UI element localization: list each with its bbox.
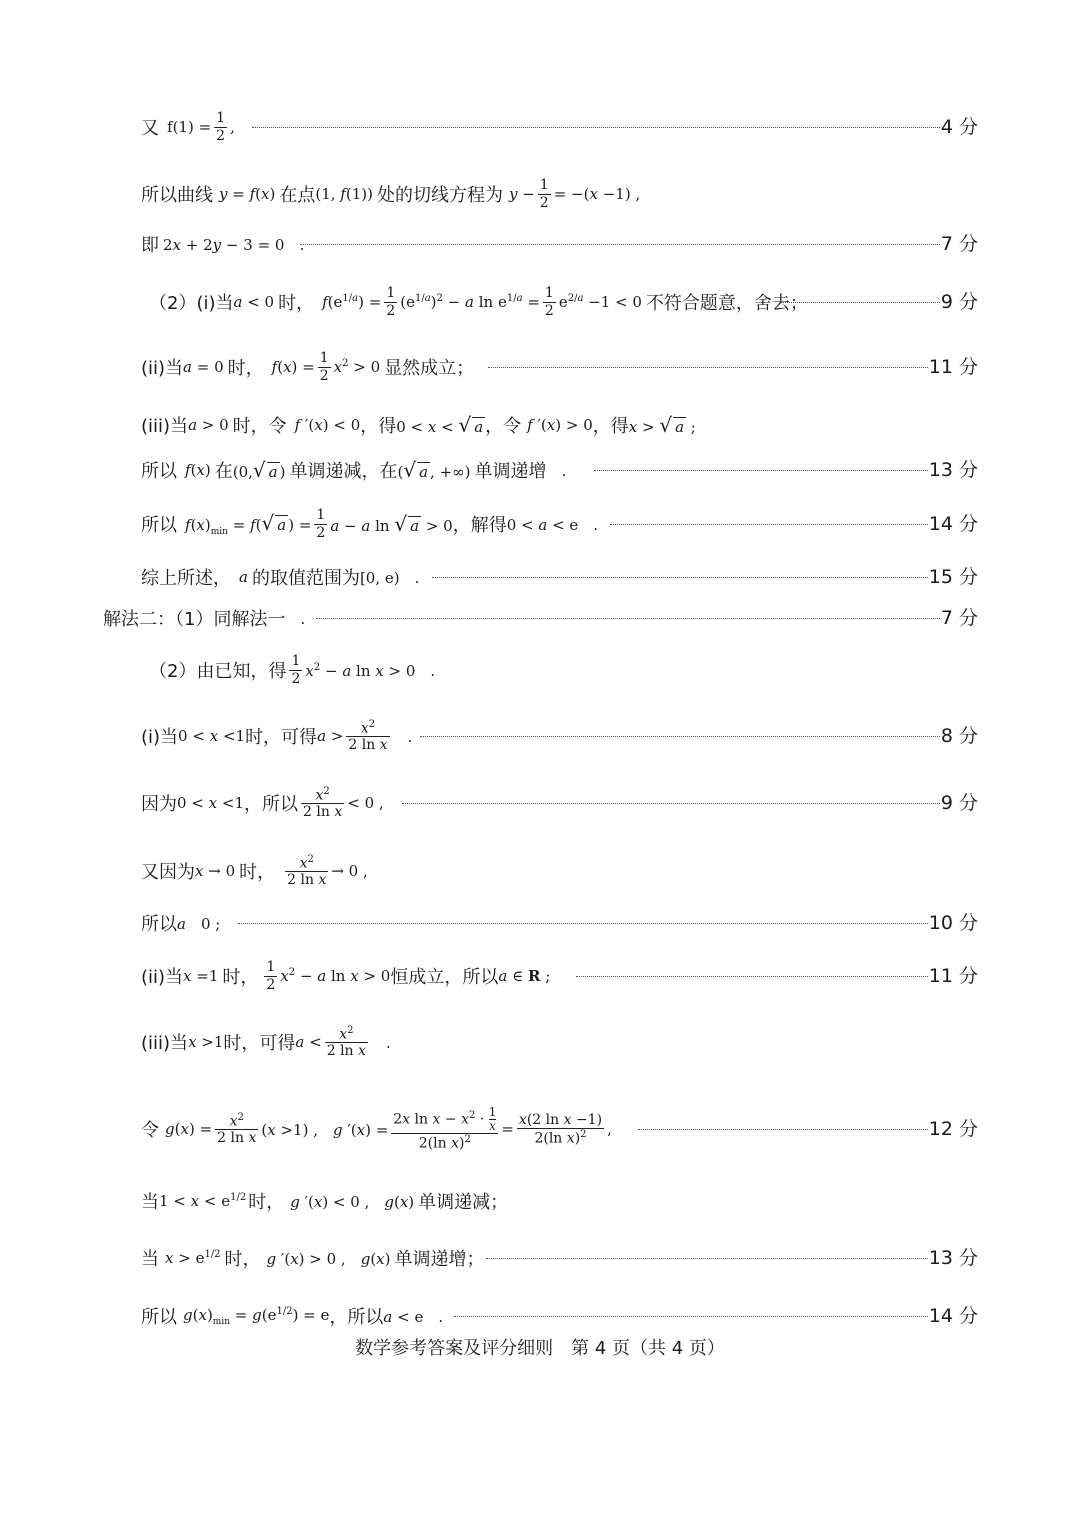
text: 所以曲线 [141, 185, 213, 206]
text: 恒成立，所以 [390, 967, 499, 988]
text: 当 [141, 1192, 159, 1213]
fraction: $\frac{1}{2}$ [319, 350, 329, 384]
step-2ii: (ii)当 a = 0 时， f(x) = $\frac{1}{2}$ $x^2 > 0$ 显然成立； 11 分 [0, 347, 1080, 387]
score: 4 分 [940, 116, 978, 138]
step-b-min: 所以 $g(x)_{min} = g(e^{1/2}) = e$ ，所以 a < e . 14 分 [0, 1296, 1080, 1336]
score: 9 分 [940, 291, 978, 313]
text: 所以 [141, 1307, 177, 1328]
text: 即 [141, 235, 159, 256]
text: (iii)当 [141, 1033, 189, 1054]
step-b-i: (i)当 0 < x <1 时，可得 a > $\frac{x^2}{\text{2 ln x}}$ . 8 分 [0, 716, 1080, 756]
step-monotone: 所以 f(x) 在 (0,√ a ) 单调递减，在 (√ a , +∞) 单调递增 . 13 分 [0, 450, 1080, 490]
text-you: 又 [141, 118, 159, 139]
text: （2）(i)当 [149, 293, 234, 314]
step-tangent: 所以曲线 y = f(x) 在点 (1, f(1)) 处的切线方程为 y − $\frac{1}{2}$ = −(x −1) , [141, 177, 641, 211]
text: （2）由已知，得 [149, 661, 287, 682]
step-conclusion: 综上所述， a 的取值范围为 [0, e) . 15 分 [0, 557, 1080, 597]
score: 9 分 [940, 792, 978, 814]
dotted-leader [638, 1129, 928, 1130]
text: 又因为 [141, 862, 195, 883]
text: ，解得 [452, 515, 507, 536]
step-2i: （2）(i)当 a < 0 时， $f(e^{1/a})$ = $\frac{1}{2}$ $(e^{1/a})^2 - a$ $\ln e^{1/a}$ = $\frac{1}{2}$ $e^{2/a} -1 < 0$ 不符合题意，舍去； 9 分 [0, 282, 1080, 322]
text: 不符合题意，舍去； [645, 293, 808, 314]
text: 时，可得 [223, 1033, 296, 1054]
score: 7 分 [940, 233, 978, 255]
dotted-leader [488, 367, 928, 368]
dotted-leader [594, 470, 928, 471]
text: ，得 [592, 416, 629, 437]
score: 10 分 [928, 912, 978, 934]
text: 时， [248, 1192, 285, 1213]
text: 时，令 [232, 416, 287, 437]
text: ，得 [360, 416, 397, 437]
dotted-leader [252, 127, 940, 128]
dotted-leader [610, 524, 928, 525]
method-two: 解法二：（1）同解法一 . 7 分 [0, 598, 1080, 638]
step-b-limit: 又因为 x → 0 时， $\frac{x^2}{\text{2 ln x}}$ → 0 , [141, 853, 368, 889]
dotted-leader [432, 577, 928, 578]
text: ，所以 [244, 794, 299, 815]
step-b-iii: (iii)当 x >1 时，可得 a < $\frac{x^2}{\text{2 ln x}}$ . [141, 1024, 391, 1060]
score: 15 分 [928, 566, 978, 588]
text: (ii)当 [141, 358, 184, 379]
fraction: $\frac{x^2}{\text{2 ln x}}$ [217, 1111, 257, 1147]
text: 时， [227, 358, 264, 379]
text: ，令 [485, 416, 522, 437]
dotted-leader [576, 976, 928, 977]
step-b-ii: (ii)当 x =1 时， $\frac{1}{2}$ $x^2 - a$ ln x > 0 恒成立，所以 a ∈ R ; 11 分 [0, 956, 1080, 996]
text: 所以 [141, 515, 177, 536]
text: 处的切线方程为 [376, 185, 503, 206]
fraction: $\frac{1}{2}$ [544, 285, 554, 319]
text: 显然成立； [384, 358, 475, 379]
page-footer: 数学参考答案及评分细则 第 4 页（共 4 页） [355, 1338, 725, 1359]
score: 12 分 [928, 1118, 978, 1140]
fraction: $\frac{1}{2}$ [216, 110, 226, 144]
fraction: $\frac{1}{2}$ [539, 177, 549, 211]
dotted-leader [316, 618, 940, 619]
dotted-leader [454, 1316, 928, 1317]
score: 11 分 [928, 356, 978, 378]
step-b-dec: 当 $1 < x < e^{1/2}$ 时， g ′(x) < 0 , g(x) 单调递减； [0, 1181, 1080, 1221]
text: 时， [278, 293, 315, 314]
fraction: $\frac{1}{2}$ [316, 507, 326, 541]
dotted-leader [420, 736, 940, 737]
text: 因为 [141, 794, 177, 815]
score: 14 分 [928, 513, 978, 535]
text: 单调递减； [418, 1192, 509, 1213]
text: 单调递增； [394, 1249, 485, 1270]
step-b-inc: 当 $x > e^{1/2}$ 时， g ′(x) > 0 , g(x) 单调递增； 13 分 [0, 1238, 1080, 1278]
fraction: $\frac{1}{2}$ [386, 285, 396, 319]
fraction: $\frac{1}{2}$ [266, 959, 276, 993]
dotted-leader [402, 803, 940, 804]
fraction: 2x $\ln x - x^2$ · $\frac{1}{x}$ 2(ln x)$^2$ [393, 1104, 497, 1152]
text: 单调递减，在 [289, 461, 398, 482]
text: 时，可得 [245, 727, 318, 748]
step-b-a: 所以 a 0 ; 10 分 [0, 903, 1080, 943]
fraction: $\frac{x^2}{\text{2 ln x}}$ [326, 1024, 366, 1060]
text: ，所以 [329, 1307, 384, 1328]
dotted-leader [300, 244, 940, 245]
score: 13 分 [928, 459, 978, 481]
text: 所以 [141, 461, 177, 482]
score: 8 分 [940, 725, 978, 747]
dotted-leader [780, 302, 940, 303]
fraction: $\frac{x^2}{\text{2 ln x}}$ [348, 718, 388, 754]
step-min: 所以 $f(x)_{min} = f(√$ a ) = $\frac{1}{2}$ a − a ln √ a > 0 ，解得 0 < a < e . 14 分 [0, 504, 1080, 544]
text: 综上所述， [141, 568, 231, 589]
fraction: $\frac{1}{2}$ [291, 653, 301, 687]
text: 所以 [141, 914, 177, 935]
score: 7 分 [940, 607, 978, 629]
text: 解法二：（1）同解法一 [103, 609, 286, 630]
step-b2: （2）由已知，得 $\frac{1}{2}$ $x^2 - a$ ln x > 0 . [149, 653, 436, 687]
text: 当 [141, 1249, 159, 1270]
fraction: $\frac{x^2}{\text{2 ln x}}$ [303, 785, 343, 821]
text: 的取值范围为 [251, 568, 360, 589]
score: 13 分 [928, 1247, 978, 1269]
text: 单调递增 [474, 461, 547, 482]
text: 时， [222, 967, 259, 988]
score: 11 分 [928, 965, 978, 987]
step-b-because: 因为 0 < x <1 ，所以 $\frac{x^2}{\text{2 ln x}}$ < 0 , 9 分 [0, 783, 1080, 823]
text: (ii)当 [141, 967, 184, 988]
text: 令 [141, 1120, 159, 1141]
fraction: $\frac{\text{x(2 ln x −1)}}{2(\ln x)^2}$ [518, 1111, 603, 1147]
text: 在点 [279, 185, 316, 206]
fraction: $\frac{x^2}{\text{2 ln x}}$ [287, 853, 327, 889]
text: 在 [214, 461, 233, 482]
step-line-eq: 即 2x + 2y − 3 = 0 . 7 分 [0, 224, 1080, 264]
dotted-leader [238, 923, 928, 924]
text: (iii)当 [141, 416, 189, 437]
step-b-g: 令 g(x) = $\frac{x^2}{\text{2 ln x}}$ (x >1) , g ′(x) = 2x $\ln x - x^2$ · $\frac{1}{x}$ 2(ln x)$^2$ = $\frac{\text{x(2 ln x −1)}}{2(\ln x)^2}$ , 12 分 [141, 1104, 978, 1152]
dotted-leader [486, 1258, 928, 1259]
text: (i)当 [141, 727, 179, 748]
score: 14 分 [928, 1305, 978, 1327]
text: 时， [239, 862, 276, 883]
step-2iii: (iii)当 a > 0 时，令 f ′(x) < 0 ，得 0 < x < √ a ，令 f ′(x) > 0 ，得 x > √ a ; [141, 413, 696, 437]
text: 时， [224, 1249, 261, 1270]
step-f1: 又 f (1) = $\frac{1}{2}$ , 4 分 [0, 107, 1080, 147]
